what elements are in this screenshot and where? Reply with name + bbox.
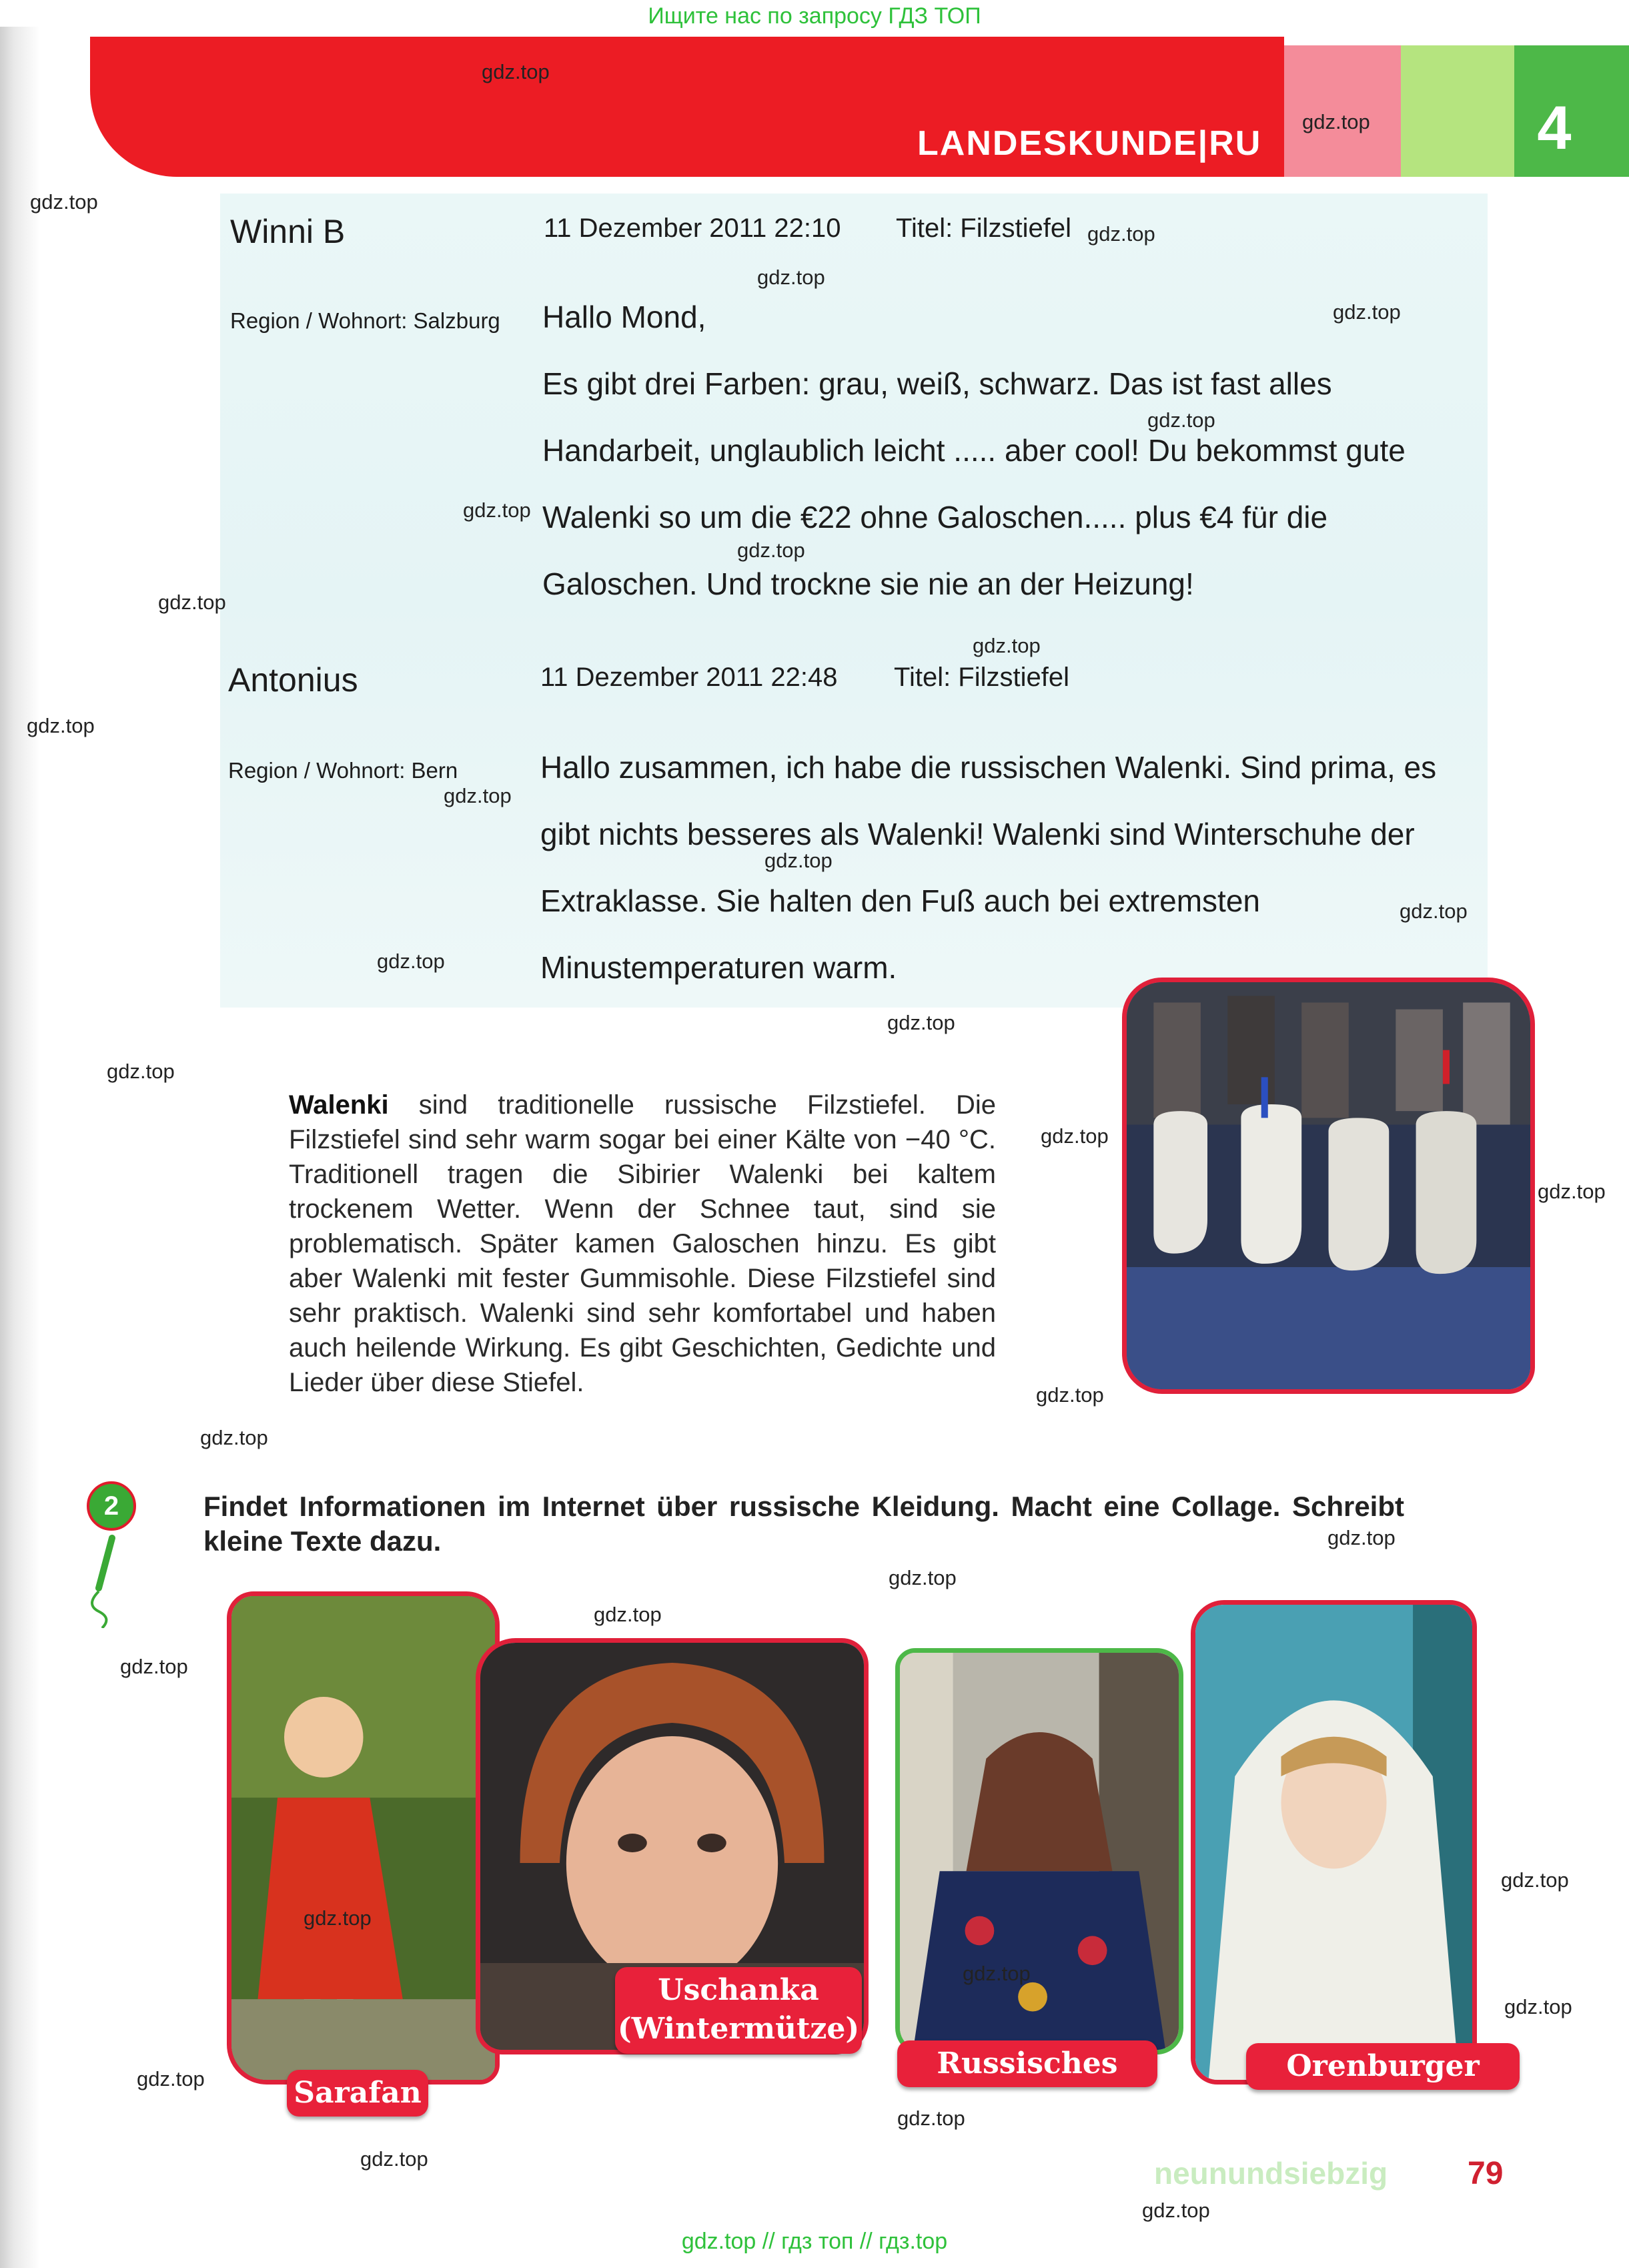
color-tab-lightgreen: [1401, 45, 1514, 177]
caption-uschanka-line2: (Wintermütze): [617, 2012, 860, 2046]
post-line: Hallo Mond,: [542, 300, 706, 334]
bottom-links[interactable]: gdz.top // гдз топ // гдз.top: [681, 2229, 948, 2254]
top-notice[interactable]: Ищите нас по запросу ГДЗ ТОП: [0, 0, 1629, 32]
caption-sarafan: Sarafan: [287, 2070, 428, 2117]
post-author: Antonius: [228, 661, 358, 699]
post-title: Titel: Filzstiefel: [894, 663, 1070, 692]
post-line: Hallo zusammen, ich habe die russischen Walenki. Sind prima, es: [540, 750, 1437, 785]
pen-icon: [79, 1535, 125, 1628]
post-line: Walenki so um die €22 ohne Galoschen..... plus €4 für die: [542, 500, 1328, 534]
watermark: gdz.top: [360, 2147, 428, 2171]
task-text: Findet Informationen im Internet über russische Kleidung. Macht eine Collage. Schreibt kleine Texte dazu.: [203, 1491, 1404, 1557]
watermark: gdz.top: [897, 2107, 965, 2130]
post-datetime: 11 Dezember 2011 22:48: [540, 663, 838, 692]
watermark: gdz.top: [30, 190, 98, 214]
info-term: Walenki: [289, 1090, 389, 1120]
post-line: Galoschen. Und trockne sie nie an der Heizung!: [542, 566, 1194, 601]
orenburger-schal-photo: [1191, 1600, 1477, 2085]
post-line: Es gibt drei Farben: grau, weiß, schwarz. Das ist fast alles: [542, 366, 1332, 401]
watermark: gdz.top: [1333, 300, 1401, 324]
caption-uschanka-line1: Uschanka: [658, 1973, 819, 2007]
caption-russisches-tuch: Russisches Tuch: [897, 2040, 1157, 2087]
page-number: 79: [1468, 2156, 1504, 2191]
post-author: Winni B: [230, 213, 346, 250]
post-body: [540, 734, 1629, 1001]
watermark: gdz.top: [200, 1426, 268, 1449]
sarafan-photo: [227, 1591, 500, 2085]
watermark: gdz.top: [377, 950, 445, 973]
watermark: gdz.top: [1041, 1124, 1109, 1148]
task-number: 2: [87, 1481, 136, 1531]
post-body: [542, 284, 1629, 617]
watermark: gdz.top: [757, 266, 825, 289]
watermark: gdz.top: [889, 1566, 957, 1589]
watermark: gdz.top: [1087, 222, 1155, 246]
page-number-word: neunundsiebzig: [1154, 2156, 1388, 2191]
post-line: Extraklasse. Sie halten den Fuß auch bei extremsten: [540, 883, 1261, 918]
watermark: gdz.top: [107, 1060, 175, 1083]
caption-orenburger-schal: Orenburger Schal: [1246, 2043, 1520, 2090]
post-region: Region / Wohnort: Bern: [228, 758, 458, 783]
watermark: gdz.top: [27, 714, 95, 737]
post-datetime: 11 Dezember 2011 22:10: [544, 214, 841, 243]
watermark: gdz.top: [1504, 1995, 1572, 2018]
watermark: gdz.top: [1327, 1526, 1396, 1549]
book-gutter-shadow: [0, 27, 40, 2268]
watermark: gdz.top: [137, 2067, 205, 2091]
watermark: gdz.top: [1147, 408, 1215, 432]
info-text: sind traditionelle russische Filzstiefel. Die Filzstiefel sind sehr warm sogar bei einer Kälte von −40 °C. Traditionell tragen die Sibirier Walenki bei kaltem trockenem Wetter. Wenn der Schnee taut, sind sie problematisch. Später kamen Galoschen hinzu. Es gibt aber Walenki mit fester Gummisohle. Diese Filzstiefel sind sehr praktisch. Walenki sind sehr komfortabel und haben auch heilende Wirkung. Es gibt Geschichten, Gedichte und Lieder über diese Stiefel.: [289, 1090, 996, 1397]
watermark: gdz.top: [1400, 899, 1468, 923]
post-region: Region / Wohnort: Salzburg: [230, 308, 500, 333]
post-line: Minustemperaturen warm.: [540, 950, 897, 985]
watermark: gdz.top: [120, 1655, 188, 1678]
chapter-number: 4: [1537, 94, 1572, 162]
watermark: gdz.top: [887, 1011, 955, 1034]
watermark: gdz.top: [304, 1906, 372, 1930]
watermark: gdz.top: [1302, 110, 1370, 133]
watermark: gdz.top: [1036, 1383, 1104, 1407]
caption-uschanka: [615, 1967, 862, 2054]
post-line: gibt nichts besseres als Walenki! Walenki sind Winterschuhe der: [540, 817, 1415, 851]
post-title: Titel: Filzstiefel: [896, 214, 1072, 243]
walenki-photo: [1122, 978, 1535, 1394]
walenki-info: [289, 1088, 996, 1400]
watermark: gdz.top: [1142, 2199, 1210, 2222]
watermark: gdz.top: [963, 1962, 1031, 1985]
watermark: gdz.top: [444, 784, 512, 807]
watermark: gdz.top: [463, 498, 531, 522]
watermark: gdz.top: [973, 634, 1041, 657]
watermark: gdz.top: [737, 538, 805, 562]
section-title: LANDESKUNDE|RU: [917, 124, 1262, 163]
russisches-tuch-photo: [895, 1648, 1183, 2054]
watermark: gdz.top: [482, 60, 550, 83]
post-line: Handarbeit, unglaublich leicht ..... aber cool! Du bekommst gute: [542, 433, 1406, 468]
watermark: gdz.top: [158, 591, 226, 614]
watermark: gdz.top: [1538, 1180, 1606, 1203]
watermark: gdz.top: [1501, 1868, 1569, 1892]
watermark: gdz.top: [594, 1603, 662, 1626]
watermark: gdz.top: [764, 849, 833, 872]
